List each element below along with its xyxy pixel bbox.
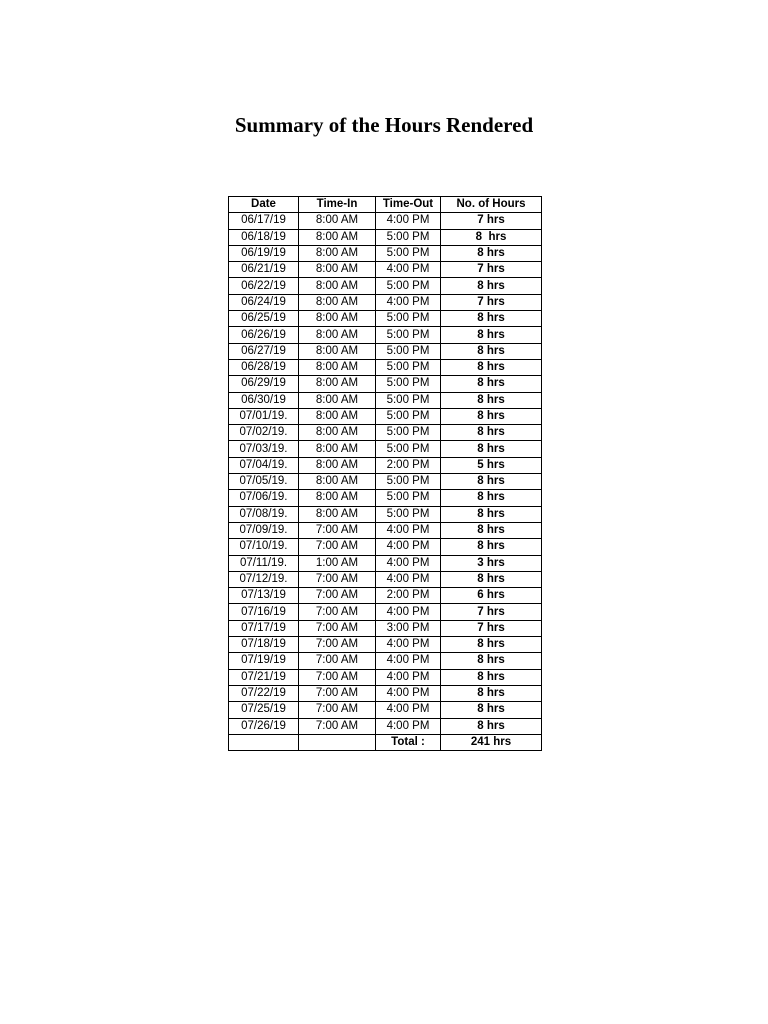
time-out-cell: 4:00 PM xyxy=(376,555,441,571)
table-row xyxy=(229,262,542,278)
date-cell: 07/17/19 xyxy=(229,620,299,636)
time-out-cell: 3:00 PM xyxy=(376,620,441,636)
table-row xyxy=(229,490,542,506)
date-cell: 07/11/19. xyxy=(229,555,299,571)
hours-cell: 8 hrs xyxy=(441,474,542,490)
time-in-cell: 7:00 AM xyxy=(299,685,376,701)
date-cell: 07/03/19. xyxy=(229,441,299,457)
time-in-cell: 8:00 AM xyxy=(299,425,376,441)
hours-cell: 7 hrs xyxy=(441,604,542,620)
date-cell: 06/26/19 xyxy=(229,327,299,343)
date-cell: 06/30/19 xyxy=(229,392,299,408)
hours-cell: 8 hrs xyxy=(441,522,542,538)
time-in-cell: 8:00 AM xyxy=(299,343,376,359)
hours-cell: 8 hrs xyxy=(441,669,542,685)
time-in-cell: 7:00 AM xyxy=(299,522,376,538)
time-out-cell: 4:00 PM xyxy=(376,702,441,718)
hours-cell: 7 hrs xyxy=(441,213,542,229)
date-cell: 07/01/19. xyxy=(229,408,299,424)
column-header-time-out: Time-Out xyxy=(376,197,441,213)
time-in-cell: 8:00 AM xyxy=(299,441,376,457)
hours-cell: 8 hrs xyxy=(441,245,542,261)
time-in-cell: 8:00 AM xyxy=(299,408,376,424)
hours-cell: 8 hrs xyxy=(441,359,542,375)
date-cell: 06/27/19 xyxy=(229,343,299,359)
time-out-cell: 4:00 PM xyxy=(376,213,441,229)
total-label: Total : xyxy=(376,734,441,750)
total-empty-cell xyxy=(299,734,376,750)
date-cell: 07/22/19 xyxy=(229,685,299,701)
table-row xyxy=(229,359,542,375)
hours-cell: 8 hrs xyxy=(441,392,542,408)
time-in-cell: 8:00 AM xyxy=(299,474,376,490)
hours-cell: 8 hrs xyxy=(441,685,542,701)
date-cell: 07/02/19. xyxy=(229,425,299,441)
time-out-cell: 5:00 PM xyxy=(376,408,441,424)
time-out-cell: 4:00 PM xyxy=(376,294,441,310)
column-header-hours: No. of Hours xyxy=(441,197,542,213)
table-row xyxy=(229,294,542,310)
time-in-cell: 7:00 AM xyxy=(299,588,376,604)
hours-cell: 8 hrs xyxy=(441,506,542,522)
time-out-cell: 5:00 PM xyxy=(376,245,441,261)
time-in-cell: 8:00 AM xyxy=(299,229,376,245)
table-row xyxy=(229,245,542,261)
time-out-cell: 5:00 PM xyxy=(376,441,441,457)
time-out-cell: 5:00 PM xyxy=(376,278,441,294)
table-row xyxy=(229,327,542,343)
hours-cell: 7 hrs xyxy=(441,294,542,310)
date-cell: 07/09/19. xyxy=(229,522,299,538)
table-row xyxy=(229,571,542,587)
total-row xyxy=(229,734,542,750)
time-out-cell: 5:00 PM xyxy=(376,327,441,343)
hours-cell: 3 hrs xyxy=(441,555,542,571)
column-header-date: Date xyxy=(229,197,299,213)
hours-cell: 8 hrs xyxy=(441,327,542,343)
time-in-cell: 8:00 AM xyxy=(299,262,376,278)
table-row xyxy=(229,620,542,636)
date-cell: 07/10/19. xyxy=(229,539,299,555)
hours-cell: 8 hrs xyxy=(441,311,542,327)
time-in-cell: 8:00 AM xyxy=(299,359,376,375)
table-row xyxy=(229,425,542,441)
total-value: 241 hrs xyxy=(441,734,542,750)
table-row xyxy=(229,278,542,294)
hours-cell: 8 hrs xyxy=(441,229,542,245)
time-out-cell: 2:00 PM xyxy=(376,588,441,604)
time-out-cell: 5:00 PM xyxy=(376,343,441,359)
time-out-cell: 5:00 PM xyxy=(376,490,441,506)
time-in-cell: 7:00 AM xyxy=(299,702,376,718)
hours-cell: 8 hrs xyxy=(441,343,542,359)
table-row xyxy=(229,229,542,245)
date-cell: 07/16/19 xyxy=(229,604,299,620)
date-cell: 07/04/19. xyxy=(229,457,299,473)
time-out-cell: 4:00 PM xyxy=(376,685,441,701)
hours-cell: 8 hrs xyxy=(441,571,542,587)
time-in-cell: 7:00 AM xyxy=(299,571,376,587)
time-out-cell: 5:00 PM xyxy=(376,425,441,441)
hours-cell: 7 hrs xyxy=(441,262,542,278)
table-row xyxy=(229,457,542,473)
time-in-cell: 7:00 AM xyxy=(299,539,376,555)
date-cell: 07/12/19. xyxy=(229,571,299,587)
date-cell: 07/25/19 xyxy=(229,702,299,718)
table-row xyxy=(229,555,542,571)
hours-cell: 8 hrs xyxy=(441,653,542,669)
time-in-cell: 8:00 AM xyxy=(299,457,376,473)
time-in-cell: 7:00 AM xyxy=(299,669,376,685)
date-cell: 07/06/19. xyxy=(229,490,299,506)
hours-cell: 8 hrs xyxy=(441,408,542,424)
total-empty-cell xyxy=(229,734,299,750)
time-in-cell: 7:00 AM xyxy=(299,620,376,636)
date-cell: 06/19/19 xyxy=(229,245,299,261)
time-out-cell: 4:00 PM xyxy=(376,604,441,620)
table-row xyxy=(229,539,542,555)
time-out-cell: 5:00 PM xyxy=(376,376,441,392)
time-out-cell: 4:00 PM xyxy=(376,669,441,685)
hours-cell: 7 hrs xyxy=(441,620,542,636)
table-row xyxy=(229,506,542,522)
date-cell: 06/28/19 xyxy=(229,359,299,375)
time-in-cell: 7:00 AM xyxy=(299,718,376,734)
time-in-cell: 8:00 AM xyxy=(299,311,376,327)
hours-cell: 8 hrs xyxy=(441,278,542,294)
time-in-cell: 8:00 AM xyxy=(299,245,376,261)
table-row xyxy=(229,588,542,604)
time-out-cell: 5:00 PM xyxy=(376,311,441,327)
date-cell: 07/19/19 xyxy=(229,653,299,669)
hours-cell: 6 hrs xyxy=(441,588,542,604)
time-out-cell: 4:00 PM xyxy=(376,262,441,278)
time-out-cell: 4:00 PM xyxy=(376,653,441,669)
table-row xyxy=(229,637,542,653)
time-out-cell: 4:00 PM xyxy=(376,522,441,538)
table-header-row xyxy=(229,197,542,213)
hours-cell: 8 hrs xyxy=(441,702,542,718)
time-out-cell: 5:00 PM xyxy=(376,506,441,522)
time-out-cell: 5:00 PM xyxy=(376,359,441,375)
date-cell: 06/18/19 xyxy=(229,229,299,245)
date-cell: 07/26/19 xyxy=(229,718,299,734)
time-out-cell: 4:00 PM xyxy=(376,718,441,734)
hours-cell: 8 hrs xyxy=(441,637,542,653)
date-cell: 06/25/19 xyxy=(229,311,299,327)
table-row xyxy=(229,376,542,392)
date-cell: 06/17/19 xyxy=(229,213,299,229)
table-row xyxy=(229,343,542,359)
time-in-cell: 8:00 AM xyxy=(299,213,376,229)
time-out-cell: 4:00 PM xyxy=(376,571,441,587)
hours-cell: 8 hrs xyxy=(441,490,542,506)
hours-table xyxy=(228,196,542,751)
table-row xyxy=(229,669,542,685)
hours-cell: 8 hrs xyxy=(441,441,542,457)
hours-cell: 5 hrs xyxy=(441,457,542,473)
page-title: Summary of the Hours Rendered xyxy=(234,113,534,137)
hours-cell: 8 hrs xyxy=(441,425,542,441)
date-cell: 07/05/19. xyxy=(229,474,299,490)
date-cell: 07/08/19. xyxy=(229,506,299,522)
table-row xyxy=(229,685,542,701)
date-cell: 06/22/19 xyxy=(229,278,299,294)
table-row xyxy=(229,441,542,457)
time-in-cell: 8:00 AM xyxy=(299,327,376,343)
date-cell: 07/13/19 xyxy=(229,588,299,604)
date-cell: 06/21/19 xyxy=(229,262,299,278)
time-in-cell: 8:00 AM xyxy=(299,278,376,294)
time-in-cell: 1:00 AM xyxy=(299,555,376,571)
time-in-cell: 7:00 AM xyxy=(299,604,376,620)
column-header-time-in: Time-In xyxy=(299,197,376,213)
date-cell: 07/18/19 xyxy=(229,637,299,653)
table-row xyxy=(229,702,542,718)
time-out-cell: 4:00 PM xyxy=(376,637,441,653)
time-in-cell: 8:00 AM xyxy=(299,376,376,392)
table-row xyxy=(229,213,542,229)
time-in-cell: 7:00 AM xyxy=(299,653,376,669)
table-row xyxy=(229,522,542,538)
time-in-cell: 7:00 AM xyxy=(299,637,376,653)
time-out-cell: 5:00 PM xyxy=(376,392,441,408)
time-in-cell: 8:00 AM xyxy=(299,392,376,408)
hours-cell: 8 hrs xyxy=(441,539,542,555)
time-out-cell: 2:00 PM xyxy=(376,457,441,473)
table-row xyxy=(229,392,542,408)
table-row xyxy=(229,408,542,424)
time-out-cell: 4:00 PM xyxy=(376,539,441,555)
table-row xyxy=(229,718,542,734)
date-cell: 06/24/19 xyxy=(229,294,299,310)
table-row xyxy=(229,474,542,490)
date-cell: 06/29/19 xyxy=(229,376,299,392)
hours-cell: 8 hrs xyxy=(441,718,542,734)
time-out-cell: 5:00 PM xyxy=(376,474,441,490)
time-in-cell: 8:00 AM xyxy=(299,506,376,522)
time-in-cell: 8:00 AM xyxy=(299,490,376,506)
table-row xyxy=(229,653,542,669)
time-in-cell: 8:00 AM xyxy=(299,294,376,310)
date-cell: 07/21/19 xyxy=(229,669,299,685)
table-row xyxy=(229,311,542,327)
table-row xyxy=(229,604,542,620)
time-out-cell: 5:00 PM xyxy=(376,229,441,245)
hours-cell: 8 hrs xyxy=(441,376,542,392)
table-body xyxy=(229,213,542,735)
